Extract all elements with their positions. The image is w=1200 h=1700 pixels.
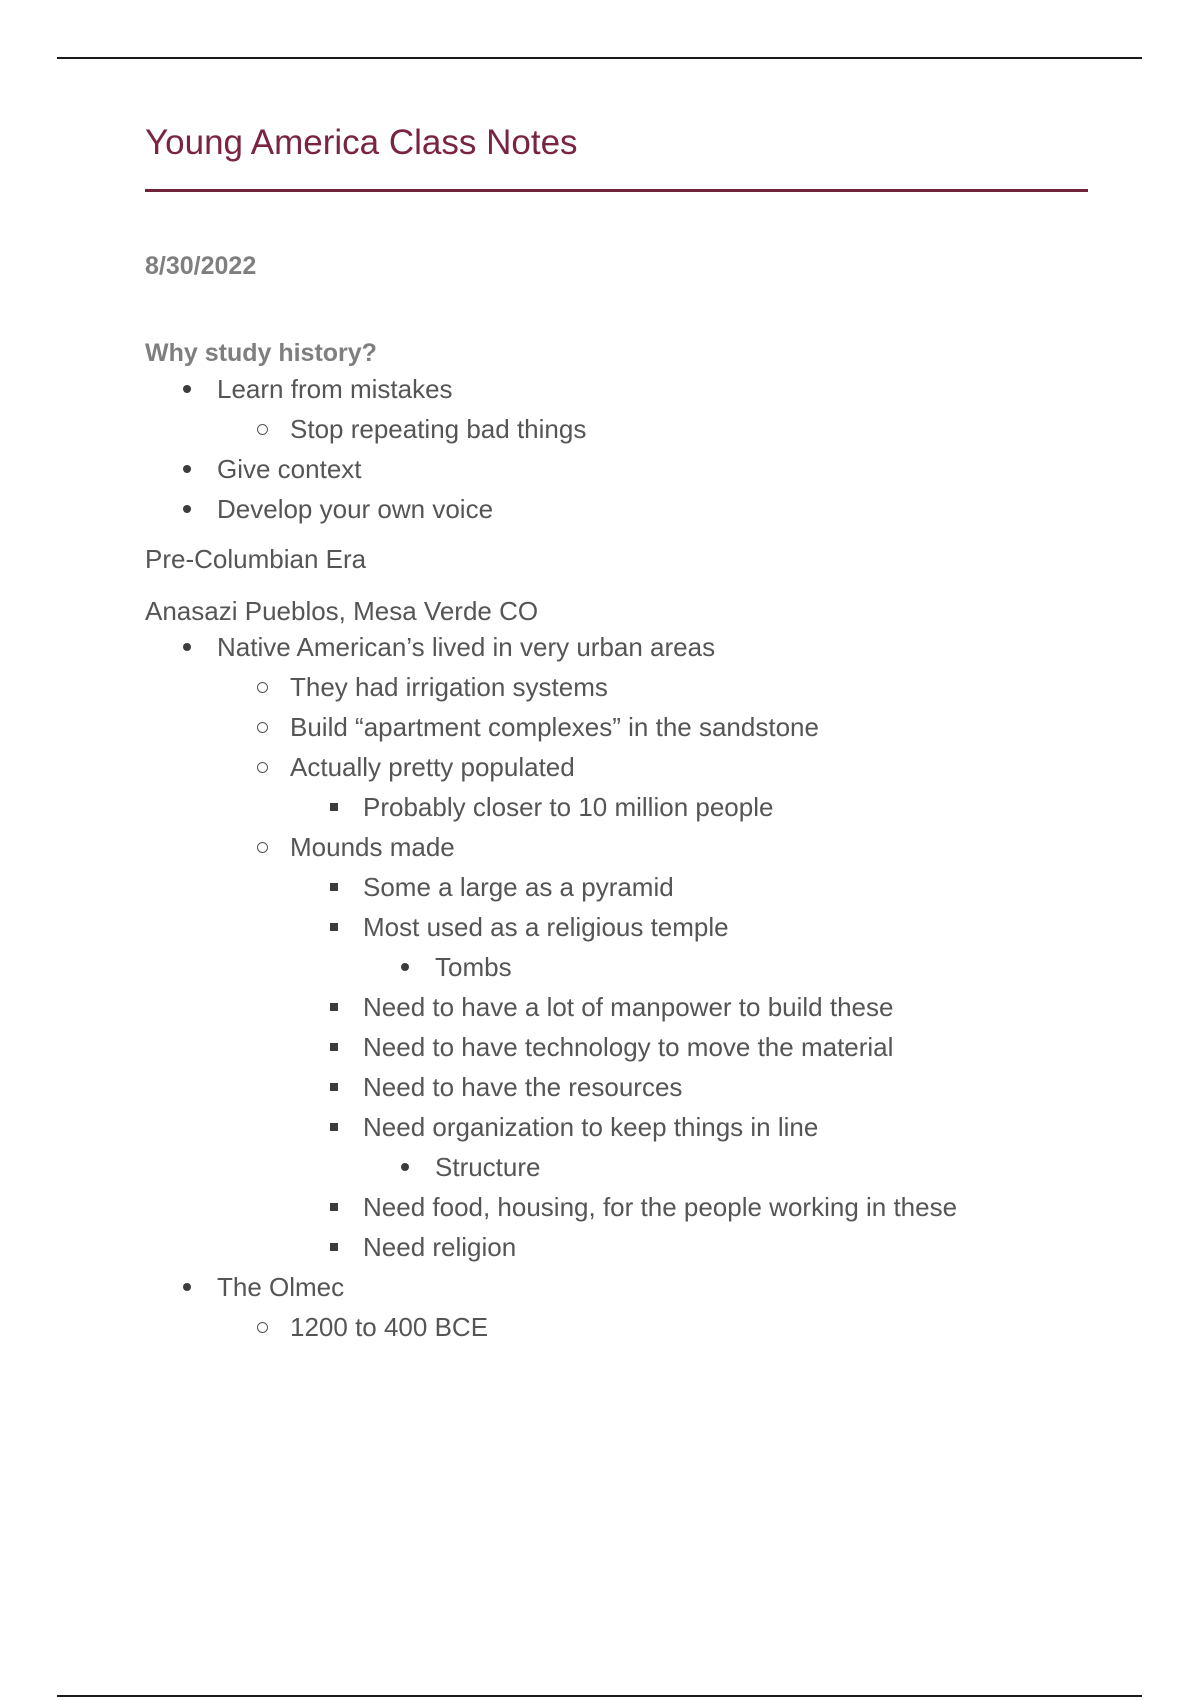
bullet-icon	[257, 682, 268, 693]
bullet-icon	[183, 505, 191, 513]
why-study-list	[145, 369, 1088, 529]
bullet-icon	[330, 1083, 338, 1091]
list-item	[145, 627, 1088, 667]
list-item-text: Need to have the resources	[363, 1072, 683, 1102]
bullet-icon	[257, 424, 268, 435]
bullet-icon	[257, 762, 268, 773]
list-item-text: 1200 to 400 BCE	[290, 1312, 489, 1342]
bullet-icon	[330, 1243, 338, 1251]
list-item	[145, 369, 1088, 409]
list-item	[145, 947, 1088, 987]
list-item	[145, 1147, 1088, 1187]
bullet-icon	[330, 1003, 338, 1011]
era-notes-list	[145, 627, 1088, 1347]
note-date: 8/30/2022	[145, 252, 257, 280]
list-item	[145, 1187, 1088, 1227]
title-underline	[145, 189, 1088, 192]
list-item	[145, 449, 1088, 489]
bullet-icon	[257, 842, 268, 853]
list-item	[145, 707, 1088, 747]
list-item	[145, 787, 1088, 827]
list-item	[145, 1107, 1088, 1147]
list-item	[145, 1067, 1088, 1107]
list-item-text: Most used as a religious temple	[363, 912, 729, 942]
list-item	[145, 667, 1088, 707]
bullet-icon	[183, 465, 191, 473]
list-item	[145, 867, 1088, 907]
bullet-icon	[257, 1322, 268, 1333]
list-item-text: Structure	[435, 1152, 541, 1182]
list-item-text: Tombs	[435, 952, 512, 982]
bullet-icon	[183, 1283, 191, 1291]
list-item-text: They had irrigation systems	[290, 672, 608, 702]
list-item	[145, 1267, 1088, 1307]
list-item	[145, 827, 1088, 867]
list-item-text: Develop your own voice	[217, 494, 494, 524]
list-item-text: Some a large as a pyramid	[363, 872, 674, 902]
bullet-icon	[330, 803, 338, 811]
bullet-icon	[330, 1123, 338, 1131]
list-item-text: Need food, housing, for the people working in these	[363, 1192, 958, 1222]
list-item-text: Learn from mistakes	[217, 374, 453, 404]
bullet-icon	[183, 385, 191, 393]
bullet-icon	[401, 963, 409, 971]
location-paragraph: Anasazi Pueblos, Mesa Verde CO	[145, 596, 539, 626]
page-top-rule	[57, 57, 1142, 59]
list-item-text: Need to have technology to move the material	[363, 1032, 894, 1062]
list-item	[145, 747, 1088, 787]
bullet-icon	[330, 1203, 338, 1211]
list-item-text: Build “apartment complexes” in the sandstone	[290, 712, 819, 742]
bullet-icon	[330, 883, 338, 891]
list-item-text: Give context	[217, 454, 362, 484]
list-item-text: Native American’s lived in very urban areas	[217, 632, 716, 662]
bullet-icon	[257, 722, 268, 733]
list-item-text: Need organization to keep things in line	[363, 1112, 819, 1142]
section-heading: Why study history?	[145, 339, 377, 367]
era-paragraph: Pre-Columbian Era	[145, 544, 367, 574]
bullet-icon	[330, 923, 338, 931]
list-item-text: Actually pretty populated	[290, 752, 575, 782]
list-item	[145, 409, 1088, 449]
list-item	[145, 907, 1088, 947]
bullet-icon	[183, 643, 191, 651]
document-title: Young America Class Notes	[145, 123, 578, 162]
list-item-text: Probably closer to 10 million people	[363, 792, 774, 822]
list-item	[145, 1227, 1088, 1267]
list-item-text: Need religion	[363, 1232, 517, 1262]
list-item	[145, 489, 1088, 529]
list-item	[145, 1307, 1088, 1347]
list-item-text: Stop repeating bad things	[290, 414, 587, 444]
list-item-text: Mounds made	[290, 832, 455, 862]
list-item	[145, 1027, 1088, 1067]
list-item	[145, 987, 1088, 1027]
bullet-icon	[401, 1163, 409, 1171]
list-item-text: Need to have a lot of manpower to build these	[363, 992, 894, 1022]
bullet-icon	[330, 1043, 338, 1051]
list-item-text: The Olmec	[217, 1272, 345, 1302]
document-page	[145, 120, 1088, 1347]
page-bottom-rule	[57, 1695, 1142, 1697]
